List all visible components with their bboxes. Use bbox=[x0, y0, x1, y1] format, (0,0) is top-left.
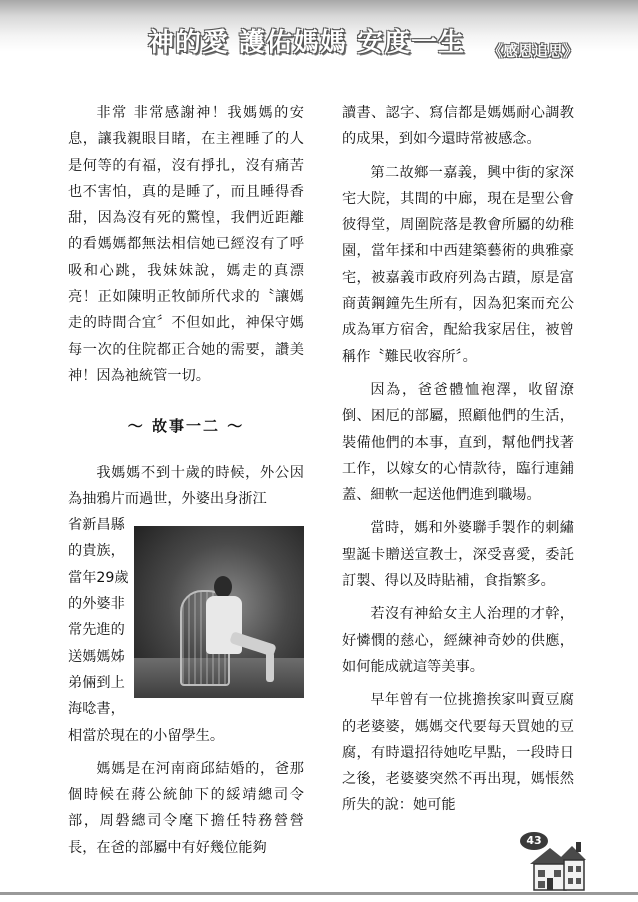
figure-head bbox=[214, 576, 232, 598]
figure-body bbox=[206, 596, 242, 654]
wrap-line: 常先進的 bbox=[68, 622, 125, 639]
left-column bbox=[68, 100, 304, 861]
section-subtitle: 《感恩追思》 bbox=[488, 42, 579, 60]
paragraph-chiayi-home: 第二故鄉一嘉義，興中街的家深宅大院，其間的中廊，現在是聖公會彼得堂，周圍院落是教會所屬的幼稚園，當年揉和中西建築藝術的典雅豪宅，被嘉義市政府列為古蹟，原是富商黃鋼鐘先生所有，因為犯案而充公成為軍方宿舍，配給我家居住，被曾稱作〝難民收容所〞。 bbox=[342, 164, 574, 365]
paragraph-childhood-lead: 我媽媽不到十歲的時候，外公因為抽鴉片而過世，外婆出身浙江 bbox=[68, 464, 304, 507]
photo-side-text bbox=[68, 512, 130, 722]
paragraph-gods-provision: 若沒有神給女主人治理的才幹，好憐憫的慈心，經練神奇妙的供應，如何能成就這等美事。 bbox=[342, 606, 574, 675]
house-icon bbox=[528, 840, 588, 892]
wrap-line: 當年29歲 bbox=[68, 569, 129, 586]
wrap-line: 海唸書， bbox=[68, 701, 125, 718]
photo-wrap bbox=[68, 512, 304, 722]
paragraph-thanks: 非常 非常感謝神！我媽媽的安息，讓我親眼目睹，在主裡睡了的人是何等的有福，沒有掙扎，沒有痛苦也不害怕，真的是睡了，而且睡得香甜，因為沒有死的驚惶，我們近距離的看媽媽都無法相信她已經沒有了呼吸和心跳，我妹妹說，媽走的真漂亮！正如陳明正牧師所代求的〝讓媽走的時間合宜〞不但如此，神保守媽每一次的住院都正合她的需要，讚美神！因為祂統管一切。 bbox=[68, 105, 304, 384]
wrap-line: 的外婆非 bbox=[68, 596, 125, 613]
page-number: 43 bbox=[520, 832, 548, 850]
page-title: 神的愛 護佑媽媽 安度一生 bbox=[148, 28, 466, 58]
paragraph-tofu-lady: 早年曾有一位挑擔挨家叫賣豆腐的老婆婆，媽媽交代要每天買她的豆腐，有時還招待她吃早點，一段時日之後，老婆婆突然不再出現，媽悵然所失的說：她可能 bbox=[342, 692, 574, 814]
footer-rule bbox=[0, 892, 638, 895]
wrap-line: 弟倆到上 bbox=[68, 674, 125, 691]
figure-shin bbox=[266, 652, 274, 682]
paragraph-marriage: 媽媽是在河南商邱結婚的，爸那個時候在蔣公統帥下的綏靖總司令部，周磐總司令麾下擔任特務營營長，在爸的部屬中有好幾位能夠 bbox=[68, 760, 304, 856]
paragraph-childhood-tail: 相當於現在的小留學生。 bbox=[68, 727, 225, 744]
wrap-line: 的貴族， bbox=[68, 543, 125, 560]
right-column bbox=[342, 100, 574, 819]
paragraph-christmas-cards: 當時，媽和外婆聯手製作的刺繡聖誕卡贈送宣教士，深受喜愛，委託訂製、得以及時貼補，食指繁多。 bbox=[342, 520, 574, 590]
header-banner bbox=[0, 0, 638, 74]
story-heading: ～ 故事一二 ～ bbox=[127, 417, 245, 436]
wrap-line: 省新昌縣 bbox=[68, 517, 125, 534]
wrap-line: 送媽媽姊 bbox=[68, 648, 125, 665]
paragraph-subordinates: 因為，爸爸體恤袍澤，收留潦倒、困厄的部屬，照顧他們的生活，裝備他們的本事，直到，幫他們找著工作，以嫁女的心情款待，臨行連鋪蓋、細軟一起送他們進到職場。 bbox=[342, 381, 574, 504]
paragraph-teaching: 讀書、認字、寫信都是媽媽耐心調教的成果，到如今還時常被感念。 bbox=[342, 105, 574, 148]
portrait-photo bbox=[134, 526, 304, 698]
